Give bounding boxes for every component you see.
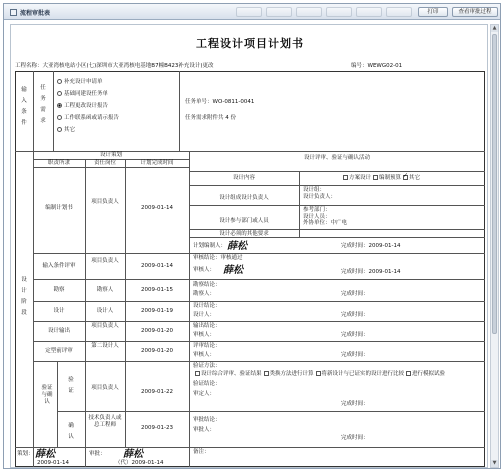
number-label: 编号： [351, 63, 368, 69]
footer-remark-label: 备注： [193, 449, 210, 455]
other-requirements: 设计必须的其他要求 [219, 231, 269, 237]
confirm-date: 2009-01-23 [141, 425, 173, 431]
verify-conclusion: 验证结论： [193, 381, 221, 387]
confirm-conclusion: 审批结论： [193, 417, 221, 423]
footer-planner-date: 2009-01-14 [37, 460, 69, 466]
row-date: 2009-01-20 [141, 328, 173, 334]
option-change-report[interactable]: 工程更改设计报告 [57, 103, 108, 110]
row-reviewer: 勘察人： [193, 291, 216, 297]
confirm-time: 完成时间： [341, 435, 369, 441]
toolbar-button-4[interactable] [326, 7, 352, 17]
option-contact-letter[interactable]: 工作联系函或请示报告 [57, 115, 119, 122]
verify-label: 验证 [68, 377, 74, 394]
row-time: 完成时间： [341, 312, 369, 318]
row-time: 完成时间： [341, 332, 369, 338]
grid-line [189, 447, 190, 467]
toolbar-button-5[interactable] [356, 7, 382, 17]
grid-line [33, 167, 189, 168]
row-name: 编制计划书 [45, 205, 73, 211]
footer-approve-signature: 薛松 [123, 449, 143, 460]
row-time: 完成时间： [341, 352, 369, 358]
grid-line [85, 159, 86, 447]
grid-line [179, 71, 180, 151]
radio-selected-icon [57, 103, 62, 108]
grid-line [33, 71, 34, 151]
row-date: 2009-01-19 [141, 308, 173, 314]
verify-date: 2009-01-22 [141, 389, 173, 395]
row-reviewer: 审核人： [193, 267, 216, 273]
grid-line [33, 321, 485, 322]
row-role: 勘察人 [96, 287, 114, 293]
window-titlebar [4, 4, 500, 20]
row-review: 设计结论： [193, 303, 221, 309]
print-button[interactable]: 打印 [418, 7, 448, 17]
grid-line [33, 253, 485, 254]
planner-signature: 薛松 [227, 241, 247, 252]
row-date: 2009-01-20 [141, 348, 173, 354]
document-area [10, 24, 488, 468]
grid-line [85, 447, 86, 467]
window-title-group [10, 7, 50, 17]
vertical-scrollbar[interactable] [490, 24, 499, 468]
reviewer-signature: 薛松 [223, 265, 243, 276]
row-date: 2009-01-14 [141, 205, 173, 211]
task-source-label: 任务需求 [40, 85, 46, 124]
task-number: 任务单号：WO-0811-0041 [185, 99, 255, 105]
stage-label: 设计阶段 [21, 277, 27, 316]
input-section-label: 输入条件 [21, 87, 27, 126]
review-header: 设计评审、验证与确认活动 [303, 155, 370, 161]
content-checks: 方案设计 编制预算✓ 其它 [341, 175, 420, 182]
verify-reviewer: 审定人： [193, 391, 216, 397]
row-review: 勘察结论： [193, 282, 221, 288]
toolbar-button-2[interactable] [266, 7, 292, 17]
row-role: 项目负责人 [91, 323, 119, 329]
radio-icon [57, 91, 62, 96]
grid-line [33, 361, 485, 362]
toolbar-button-6[interactable] [386, 7, 412, 17]
plan-time: 完成时间：2009-01-14 [341, 243, 401, 249]
row-date: 2009-01-14 [141, 263, 173, 269]
col-role: 责任岗位 [93, 160, 116, 166]
radio-icon [57, 115, 62, 120]
number-row [351, 61, 402, 69]
footer-approve-date: （代）2009-01-14 [115, 460, 164, 466]
scroll-down-icon[interactable]: ▼ [492, 460, 497, 466]
scroll-up-icon[interactable]: ▲ [492, 25, 497, 31]
toolbar-button-1[interactable] [236, 7, 262, 17]
task-attachments: 任务需求附件共 4 份 [185, 115, 236, 121]
row-time: 完成时间： [341, 291, 369, 297]
row-name: 设计 [53, 308, 65, 314]
form-icon [10, 9, 17, 16]
confirm-reviewer: 审批人： [193, 427, 216, 433]
row-name: 勘察 [53, 287, 65, 293]
col-date: 计划完成时间 [140, 160, 174, 166]
view-process-button[interactable]: 查看审批过程 [452, 7, 498, 17]
option-base-task[interactable]: 基础同建设任务单 [57, 91, 108, 98]
grid-line [53, 71, 54, 151]
design-content-label: 设计内容 [232, 175, 255, 181]
grid-line [189, 229, 485, 230]
grid-line [299, 171, 300, 237]
row-name: 设计输出 [47, 328, 70, 334]
participants-label: 设计参与部门或人员 [219, 218, 269, 224]
row-reviewer: 审核人： [193, 352, 216, 358]
confirm-label: 确认 [68, 423, 74, 440]
design-leader-label: 设计组成设计负责人 [219, 195, 269, 201]
checkbox-method-1[interactable] [195, 371, 200, 376]
verify-time: 完成时间： [341, 401, 369, 407]
project-name: 大亚湾核电站小区(七)深圳市大亚湾核电基地B7幢B423补充设计)更改 [42, 63, 214, 69]
grid-line [189, 171, 485, 172]
row-role: 项目负责人 [91, 258, 119, 264]
row-review: 评审结论： [193, 343, 221, 349]
grid-line [33, 279, 485, 280]
row-review: 输出结论： [193, 323, 221, 329]
grid-line [33, 341, 485, 342]
project-name-row [15, 61, 214, 69]
row-reviewer: 设计人： [193, 312, 216, 318]
row-role: 第二设计人 [91, 343, 119, 349]
checkbox-method-4[interactable] [406, 371, 411, 376]
design-plan-header: 设计策划 [99, 152, 122, 158]
method-checks: 设计综合评审、验证结果 类换方法进行计算 将新设计与已证实的设计进行比较 进行模拟试验 [193, 371, 445, 378]
project-name-label: 工程名称： [15, 63, 43, 69]
row-role: 项目负责人 [91, 199, 119, 205]
verify-role: 项目负责人 [91, 385, 119, 391]
row-role: 设计人 [96, 308, 114, 314]
row-time: 完成时间：2009-01-14 [341, 269, 401, 275]
checkbox-method-2[interactable] [264, 371, 269, 376]
row-name: 定型前评审 [45, 348, 73, 354]
footer-planner-signature: 薛松 [35, 449, 55, 460]
method-label: 验证方法： [193, 363, 221, 369]
verify-group-label: 验证与确认 [41, 385, 53, 405]
radio-icon [57, 79, 62, 84]
footer-approve-label: 审批： [89, 451, 106, 457]
number-value: WEWG02-01 [367, 63, 403, 69]
col-duty: 职责所隶 [47, 160, 70, 166]
checkbox-budget[interactable] [373, 175, 378, 180]
grid-line [189, 185, 485, 186]
grid-line [57, 361, 58, 447]
design-leader-value: 设计组： 设计负责人： [303, 187, 337, 200]
grid-line [57, 411, 485, 412]
planner-label: 计划编制人： [193, 243, 227, 249]
checkbox-scheme[interactable] [343, 175, 348, 180]
row-review: 审核结论：审核通过 [193, 255, 243, 261]
row-date: 2009-01-15 [141, 287, 173, 293]
toolbar-button-3[interactable] [296, 7, 322, 17]
option-supplement[interactable]: 补充设计申请单 [57, 79, 103, 86]
window-title: 流程审批表 [20, 9, 51, 17]
approval-window [3, 3, 501, 469]
participants-value: 参考部门： 设计人员： 外协单位：中广电 [303, 207, 348, 226]
radio-icon [57, 127, 62, 132]
footer-planner-label: 策划： [17, 451, 34, 457]
grid-line [33, 301, 485, 302]
scrollbar-thumb[interactable] [492, 34, 497, 334]
doc-title: 工程设计项目计划书 [196, 37, 304, 50]
checkbox-other-checked[interactable] [403, 175, 408, 180]
option-other[interactable]: 其它 [57, 127, 75, 134]
confirm-role: 技术负责人或总工程师 [88, 415, 122, 428]
row-name: 输入条件评审 [42, 263, 76, 269]
row-reviewer: 审核人： [193, 332, 216, 338]
checkbox-method-3[interactable] [316, 371, 321, 376]
grid-line [189, 205, 485, 206]
grid-line [125, 159, 126, 447]
